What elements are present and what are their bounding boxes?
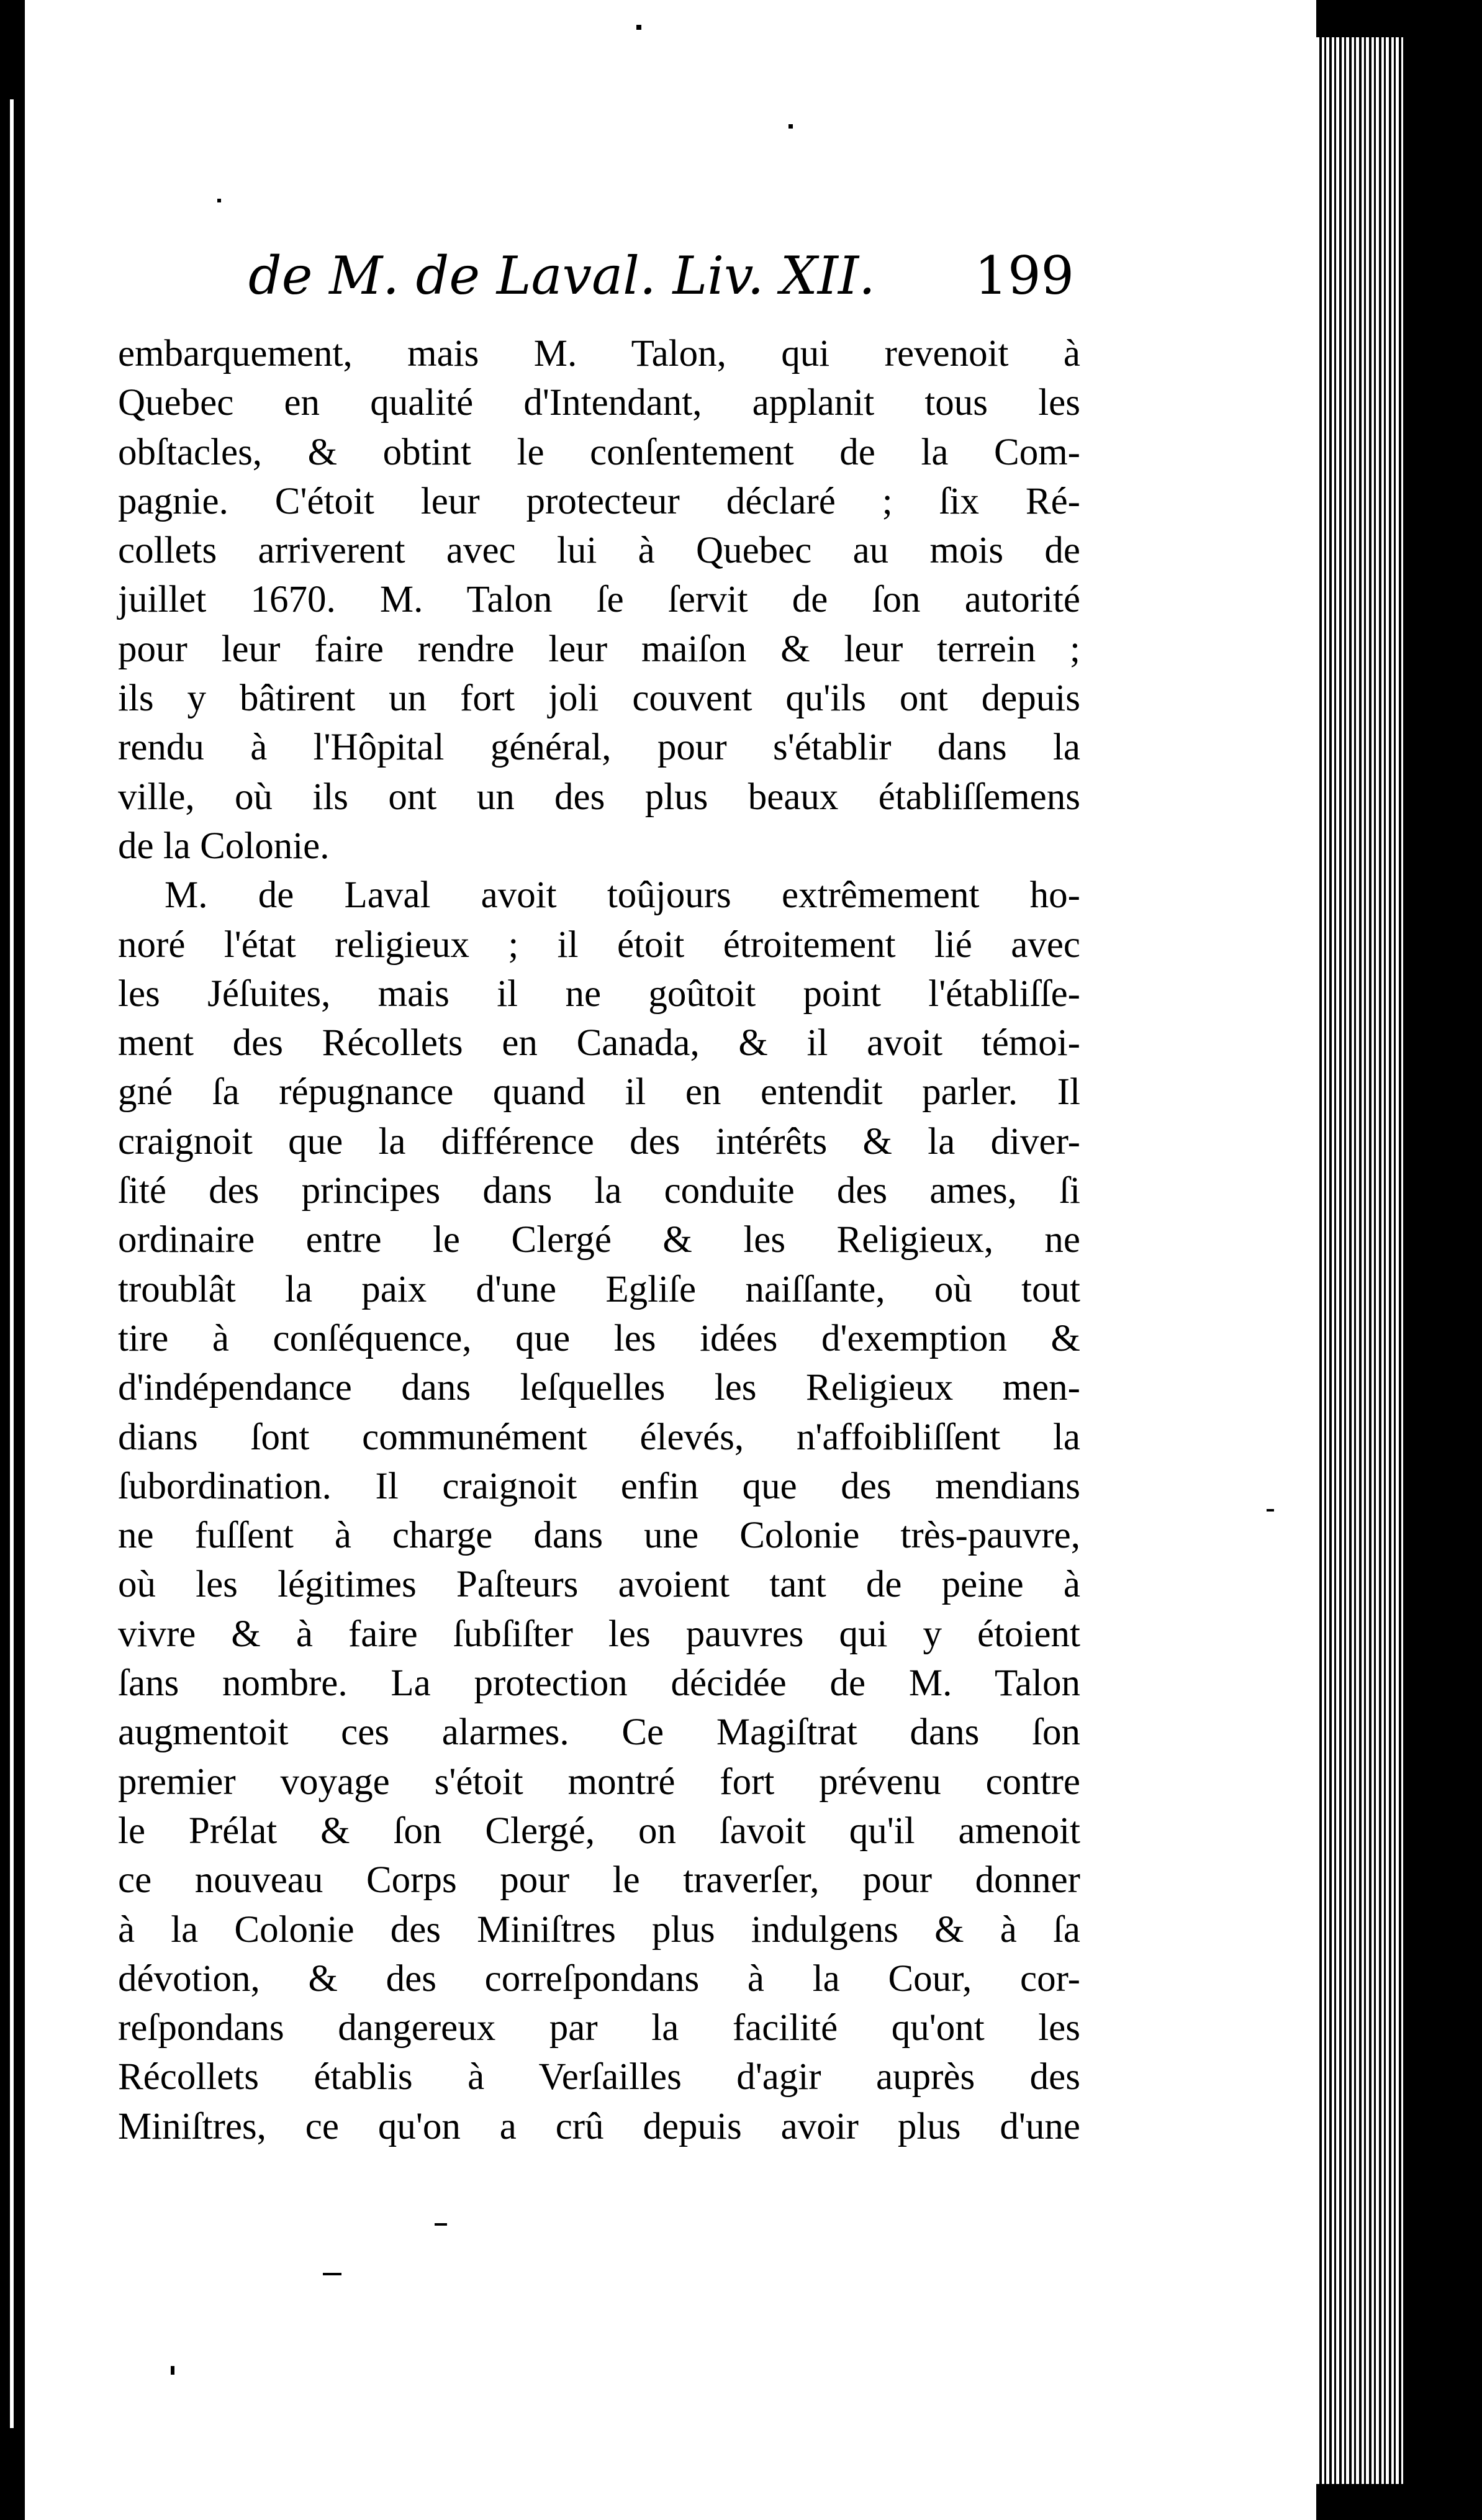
text-line: troublât la paix d'une Egliſe naiſſante, où tout (118, 1268, 1080, 1310)
page-number: 199 (974, 245, 1074, 306)
text-line: tire à conſéquence, que les idées d'exemption & (118, 1317, 1080, 1359)
text-line: Récollets établis à Verſailles d'agir auprès des (118, 2056, 1080, 2098)
text-line: ment des Récollets en Canada, & il avoit témoi- (118, 1022, 1080, 1064)
scan-left-edge (10, 99, 14, 2428)
paragraph-2 (118, 871, 1080, 2151)
text-line: embarquement, mais M. Talon, qui revenoit à (118, 333, 1080, 374)
text-line: pour leur faire rendre leur maiſon & leur terrein ; (118, 628, 1080, 670)
scan-speck (435, 2223, 447, 2226)
text-line: dians ſont communément élevés, n'affoibliſſent la (118, 1416, 1080, 1458)
text-line: à la Colonie des Miniſtres plus indulgens & à ſa (118, 1908, 1080, 1951)
text-line: ils y bâtirent un fort joli couvent qu'ils ont depuis (118, 678, 1080, 720)
text-line: juillet 1670. M. Talon ſe ſervit de ſon autorité (118, 579, 1080, 621)
text-line: Miniſtres, ce qu'on a crû depuis avoir plus d'une (118, 2105, 1080, 2147)
text-line: collets arriverent avec lui à Quebec au mois de (118, 530, 1080, 572)
text-line: vivre & à faire ſubſiſter les pauvres qui y étoient (118, 1613, 1080, 1655)
scan-right-margin (1403, 0, 1482, 2520)
body-text (118, 329, 1080, 2151)
text-line: pagnie. C'étoit leur protecteur déclaré ; ſix Ré- (118, 480, 1080, 522)
scan-speck (171, 2366, 174, 2375)
text-line: où les légitimes Paſteurs avoient tant de peine à (118, 1564, 1080, 1606)
text-line: ſans nombre. La protection décidée de M. Talon (118, 1662, 1080, 1705)
text-line: premier voyage s'étoit montré fort prévenu contre (118, 1761, 1080, 1803)
scan-speck (636, 25, 641, 30)
text-line: le Prélat & ſon Clergé, on ſavoit qu'il amenoit (118, 1810, 1080, 1852)
running-title: de M. de Laval. Liv. XII. (248, 245, 875, 306)
text-line: ville, où ils ont un des plus beaux établiſſemens (118, 776, 1080, 818)
page-header (248, 245, 1074, 320)
scan-speck (217, 199, 221, 202)
text-line: les Jéſuites, mais il ne goûtoit point l'établiſſe- (118, 972, 1080, 1015)
text-line: ne fuſſent à charge dans une Colonie très-pauvre, (118, 1515, 1080, 1557)
text-line: craignoit que la différence des intérêts & la diver- (118, 1120, 1080, 1163)
text-line: ordinaire entre le Clergé & les Religieux, ne (118, 1219, 1080, 1261)
paragraph-1 (118, 329, 1080, 871)
text-line: ce nouveau Corps pour le traverſer, pour donner (118, 1859, 1080, 1901)
text-line: gné ſa répugnance quand il en entendit parler. Il (118, 1071, 1080, 1113)
text-line: rendu à l'Hôpital général, pour s'établir dans la (118, 727, 1080, 769)
scan-speck (323, 2273, 341, 2275)
page-edges (1316, 37, 1403, 2484)
text-line: d'indépendance dans leſquelles les Religieux men- (118, 1367, 1080, 1409)
text-line: noré l'état religieux ; il étoit étroitement lié avec (118, 923, 1080, 966)
text-line: dévotion, & des correſpondans à la Cour, cor- (118, 1957, 1080, 2000)
text-line: M. de Laval avoit toûjours extrêmement ho- (165, 874, 1080, 917)
text-line: Quebec en qualité d'Intendant, applanit tous les (118, 382, 1080, 424)
text-line: ſité des principes dans la conduite des ames, ſi (118, 1170, 1080, 1212)
text-line: ſubordination. Il craignoit enfin que des mendians (118, 1465, 1080, 1507)
text-line: reſpondans dangereux par la facilité qu'ont les (118, 2007, 1080, 2049)
text-line: augmentoit ces alarmes. Ce Magiſtrat dans ſon (118, 1711, 1080, 1754)
text-line: de la Colonie. (118, 825, 330, 867)
scan-speck (1267, 1509, 1274, 1512)
text-line: obſtacles, & obtint le conſentement de la Com- (118, 431, 1080, 473)
scan-speck (788, 124, 793, 129)
